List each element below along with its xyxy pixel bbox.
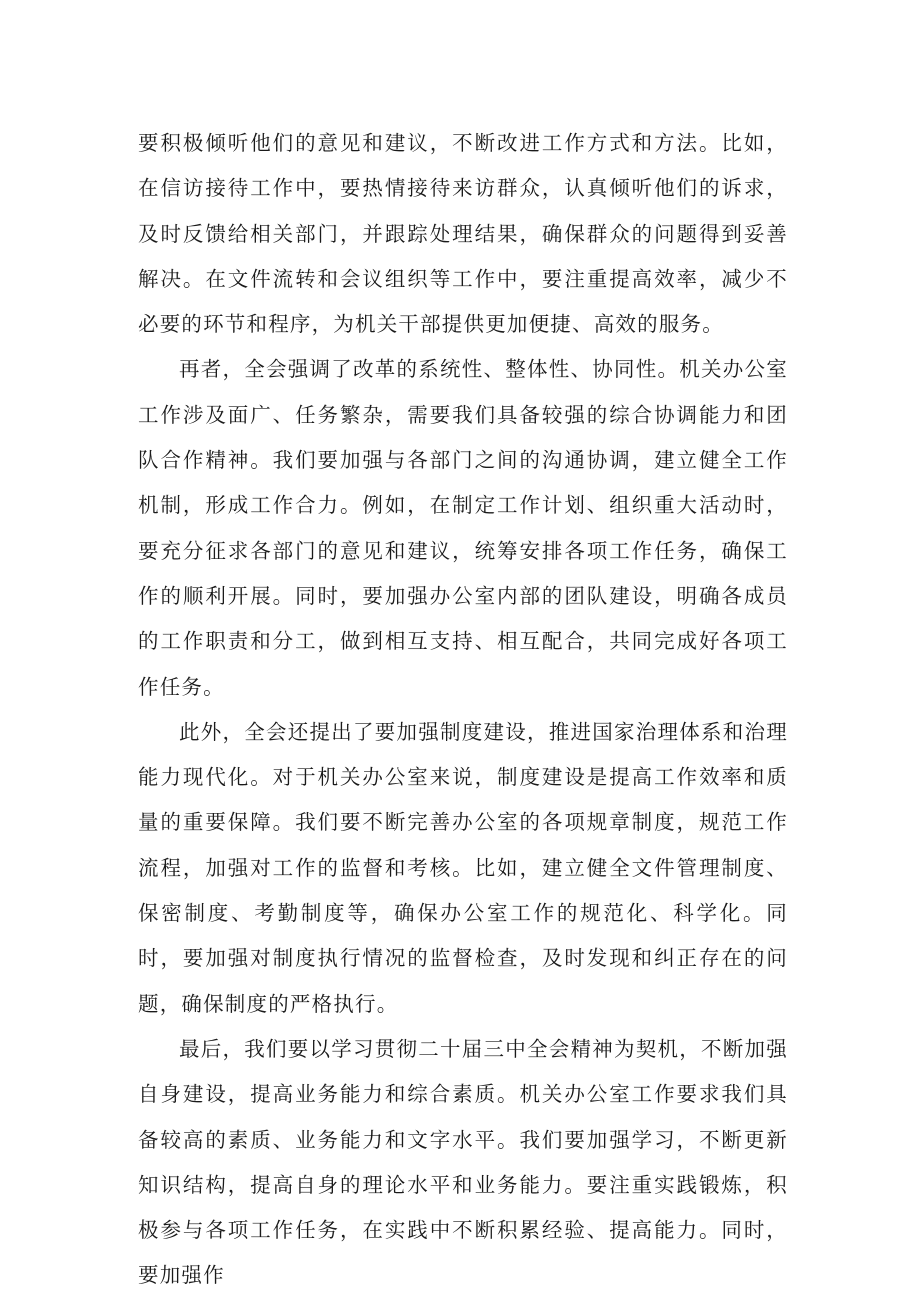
- paragraph-institution-building: 此外，全会还提出了要加强制度建设，推进国家治理体系和治理能力现代化。对于机关办公室来说，制度建设是提高工作效率和质量的重要保障。我们要不断完善办公室的各项规章制度，规范工作流程，加强对工作的监督和考核。比如，建立健全文件管理制度、保密制度、考勤制度等，确保办公室工作的规范化、科学化。同时，要加强对制度执行情况的监督检查，及时发现和纠正存在的问题，确保制度的严格执行。: [138, 719, 788, 1016]
- paragraph-reform-coordination: 再者，全会强调了改革的系统性、整体性、协同性。机关办公室工作涉及面广、任务繁杂，需要我们具备较强的综合协调能力和团队合作精神。我们要加强与各部门之间的沟通协调，建立健全工作机制，形成工作合力。例如，在制定工作计划、组织重大活动时，要充分征求各部门的意见和建议，统筹安排各项工作任务，确保工作的顺利开展。同时，要加强办公室内部的团队建设，明确各成员的工作职责和分工，做到相互支持、相互配合，共同完成好各项工作任务。: [138, 357, 788, 699]
- document-body: [138, 121, 788, 1299]
- paragraph-continued: 要积极倾听他们的意见和建议，不断改进工作方式和方法。比如，在信访接待工作中，要热情接待来访群众，认真倾听他们的诉求，及时反馈给相关部门，并跟踪处理结果，确保群众的问题得到妥善解决。在文件流转和会议组织等工作中，要注重提高效率，减少不必要的环节和程序，为机关干部提供更加便捷、高效的服务。: [138, 131, 788, 337]
- paragraph-self-improvement: 最后，我们要以学习贯彻二十届三中全会精神为契机，不断加强自身建设，提高业务能力和综合素质。机关办公室工作要求我们具备较高的素质、业务能力和文字水平。我们要加强学习，不断更新知识结构，提高自身的理论水平和业务能力。要注重实践锻炼，积极参与各项工作任务，在实践中不断积累经验、提高能力。同时，要加强作: [138, 1036, 788, 1288]
